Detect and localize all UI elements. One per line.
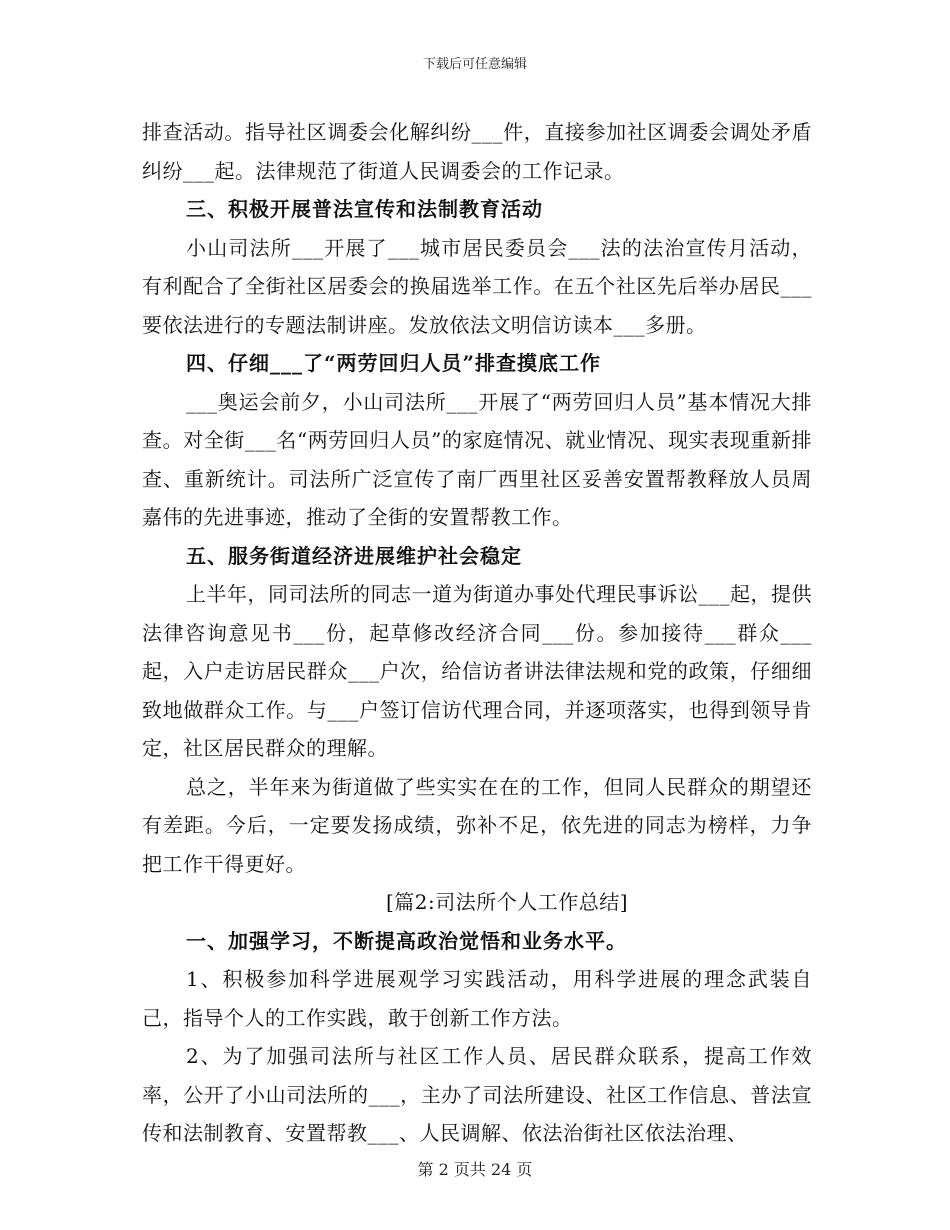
paragraph-continuation: 排查活动。指导社区调委会化解纠纷___件，直接参加社区调委会调处矛盾纠纷___起。法律规范了街道人民调委会的工作记录。 (142, 120, 812, 183)
paragraph: 小山司法所___开展了___城市居民委员会___法的法治宣传月活动，有利配合了全街社区居委会的换届选举工作。在五个社区先后举办居民___要依法进行的专题法制讲座。发放依法文明信访读本___多册。 (142, 235, 812, 337)
paragraph: 2、为了加强司法所与社区工作人员、居民群众联系，提高工作效率，公开了小山司法所的___，主办了司法所建设、社区工作信息、普法宣传和法制教育、安置帮教___、人民调解、依法治街社区依法治理、 (142, 1044, 812, 1145)
paragraph: 上半年，同司法所的同志一道为街道办事处代理民事诉讼___起，提供法律咨询意见书___份，起草修改经济合同___份。参加接待___群众___起，入户走访居民群众___户次，给信访者讲法律法规和党的政策，仔细细致地做群众工作。与___户签订信访代理合同，并逐项落实，也得到领导肯定，社区居民群众的理解。 (142, 582, 812, 760)
page-footer: 第 2 页共 24 页 (417, 1160, 533, 1179)
section-heading-3: 三、积极开展普法宣传和法制教育活动 (186, 197, 543, 221)
document-body (142, 113, 812, 1153)
article-title: [篇2:司法所个人工作总结] (385, 890, 629, 914)
paragraph-conclusion: 总之，半年来为街道做了些实实在在的工作，但同人民群众的期望还有差距。今后，一定要发扬成绩，弥补不足，依先进的同志为榜样，力争把工作干得更好。 (142, 774, 812, 876)
paragraph: 1、积极参加科学进展观学习实践活动，用科学进展的理念武装自己，指导个人的工作实践，敢于创新工作方法。 (142, 967, 812, 1030)
section-heading-5: 五、服务街道经济进展维护社会稳定 (186, 543, 522, 568)
section-heading-1: 一、加强学习，不断提高政治觉悟和业务水平。 (186, 928, 627, 953)
section-heading-4: 四、仔细___了“两劳回归人员”排查摸底工作 (186, 351, 602, 375)
page-header: 下载后可任意编辑 (422, 57, 527, 72)
paragraph: ___奥运会前夕，小山司法所___开展了“两劳回归人员”基本情况大排查。对全街___名“两劳回归人员”的家庭情况、就业情况、现实表现重新排查、重新统计。司法所广泛宣传了南厂西里社区妥善安置帮教释放人员周嘉伟的先进事迹，推动了全街的安置帮教工作。 (142, 389, 812, 529)
